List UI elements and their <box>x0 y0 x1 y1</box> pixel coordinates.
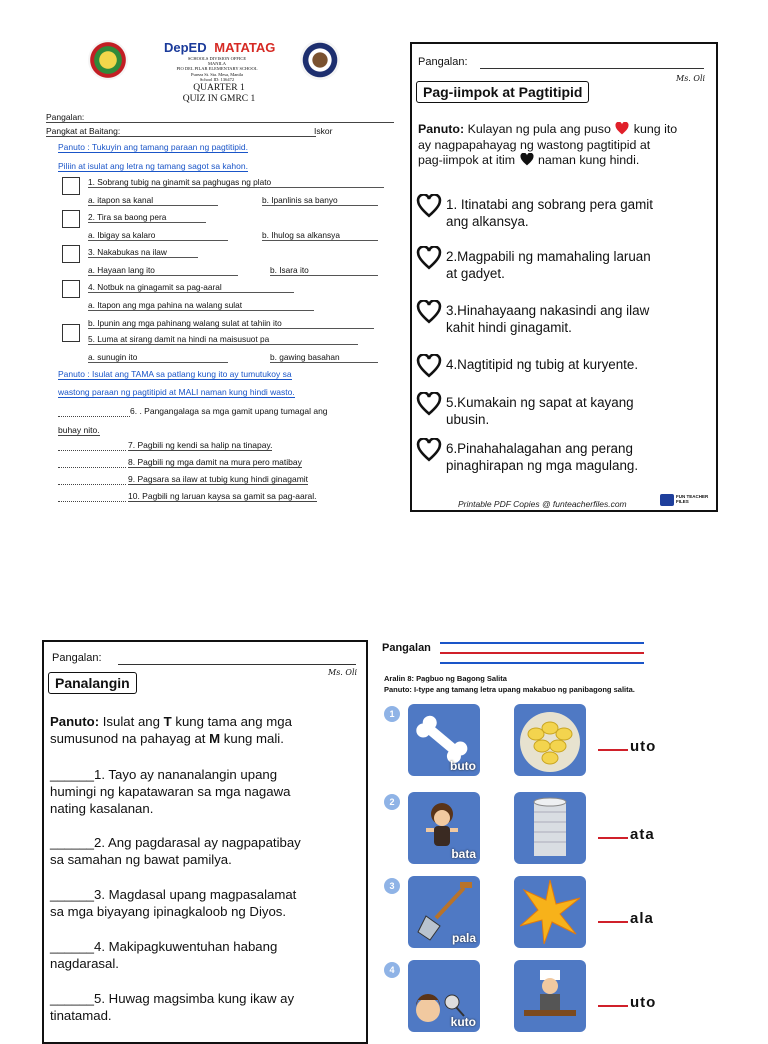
cook-icon <box>514 960 586 1032</box>
statement-line: nagdarasal. <box>50 956 119 971</box>
blank-10[interactable] <box>58 491 126 502</box>
instr-text: kung tama ang mga <box>175 714 292 729</box>
child-icon <box>408 792 480 864</box>
school-line: Pureza St. Sta. Mesa, Manila <box>190 71 244 77</box>
instr-text: kung ito <box>633 122 678 136</box>
instr-m: M <box>209 730 221 746</box>
item-line: 5.Kumakain ng sapat at kayang <box>446 395 634 410</box>
quiz-header <box>44 36 394 116</box>
row-number: 4 <box>384 962 400 978</box>
school-seal-icon <box>300 40 340 80</box>
name-label: Pangalan: <box>52 652 102 664</box>
grade-label: Pangkat at Baitang: <box>46 126 121 136</box>
heart-outline-icon[interactable] <box>416 392 442 416</box>
heart-outline-icon[interactable] <box>416 354 442 378</box>
choice-1a: a. itapon sa kanal <box>88 195 218 206</box>
statement-6: 6. . Pangangalaga sa mga gamit upang tumagal ang <box>130 406 328 416</box>
item-line: 1. Itinatabi ang sobrang pera gamit <box>446 197 653 212</box>
lice-comb-icon <box>408 960 480 1032</box>
name-label: Pangalan: <box>418 56 468 68</box>
answer-box-4[interactable] <box>62 280 80 298</box>
item-line: ang alkansya. <box>446 214 529 229</box>
answer-field[interactable] <box>598 910 654 927</box>
name-line[interactable] <box>118 664 356 665</box>
name-line-blue <box>440 642 644 644</box>
item-line: 3.Hinahayaang nakasindi ang ilaw <box>446 303 650 318</box>
instr-text: pag-iimpok at itim <box>418 153 516 167</box>
black-heart-icon <box>519 153 535 166</box>
word-label: pala <box>451 931 476 945</box>
tin-can-icon <box>514 792 586 864</box>
heart-outline-icon[interactable] <box>416 300 442 324</box>
funteacher-logo-icon <box>660 494 674 506</box>
heart-item-text <box>446 248 708 282</box>
school-line: SCHOOLS DIVISION OFFICE <box>187 56 247 61</box>
choice-2b: b. Ihulog sa alkansya <box>262 230 378 241</box>
statement-line: ______1. Tayo ay nananalangin upang <box>50 767 278 782</box>
choice-2a: a. Ibigay sa kalaro <box>88 230 228 241</box>
blank-9[interactable] <box>58 474 126 485</box>
gmrc-quiz <box>44 36 394 516</box>
heart-item-text <box>446 196 708 230</box>
instr-text: Kulayan ng pula ang puso <box>467 122 611 136</box>
partial-word: ata <box>630 826 655 843</box>
bone-icon <box>408 704 480 776</box>
red-heart-icon <box>614 122 630 135</box>
instr-text: ay nagpapahayag ng wastong pagtitipid at <box>418 137 651 152</box>
question-2: 2. Tira sa baong pera <box>88 212 206 223</box>
row-number: 1 <box>384 706 400 722</box>
answer-box-3[interactable] <box>62 245 80 263</box>
worksheet-title: Pag-iimpok at Pagtitipid <box>416 81 589 103</box>
instr-text: naman kung hindi. <box>538 153 640 167</box>
choice-3a: a. Hayaan lang ito <box>88 265 238 276</box>
score-label: Iskor <box>314 126 333 136</box>
answer-field[interactable] <box>598 738 656 755</box>
school-line: School ID: 136472 <box>199 76 235 82</box>
statement-line: tinatamad. <box>50 1008 112 1023</box>
choice-5a: a. sunugin ito <box>88 352 228 363</box>
school-lines <box>162 56 272 82</box>
prayer-statement <box>50 766 362 817</box>
choice-4a: a. Itapon ang mga pahina na walang sulat <box>88 300 314 311</box>
deped-logo <box>164 40 275 55</box>
heart-outline-icon[interactable] <box>416 438 442 462</box>
item-line: 6.Pinahahalagahan ang perang <box>446 441 633 456</box>
school-line: MANILA <box>208 61 226 67</box>
item-line: at gadyet. <box>446 266 505 281</box>
name-line-red[interactable] <box>440 652 644 654</box>
prayer-statement <box>50 990 362 1024</box>
heart-item-text <box>446 356 708 373</box>
school-line: PIO DEL PILAR ELEMENTARY SCHOOL <box>176 66 258 72</box>
quarter-label: QUARTER 1 <box>193 83 245 93</box>
worksheet-title: Panalangin <box>48 672 137 694</box>
instr-label: Panuto: <box>418 122 465 136</box>
answer-field[interactable] <box>598 826 655 843</box>
item-line: ubusin. <box>446 412 490 427</box>
heart-item-text <box>446 302 708 336</box>
instr-label: Panuto: <box>50 714 100 729</box>
row-number: 2 <box>384 794 400 810</box>
answer-box-5[interactable] <box>62 324 80 342</box>
answer-blank[interactable] <box>598 921 628 923</box>
deped-text: DepED <box>164 40 207 55</box>
funteacher-logo-text: FUN TEACHER FILES <box>676 494 709 504</box>
footer-text: Printable PDF Copies @ funteacherfiles.com <box>458 499 627 509</box>
word-label: buto <box>450 759 476 773</box>
question-1: 1. Sobrang tubig na ginamit sa paghugas ng plato <box>88 177 384 188</box>
choice-3b: b. Isara ito <box>270 265 378 276</box>
grade-line <box>46 126 316 137</box>
statement-line: nating kasalanan. <box>50 801 154 816</box>
star-icon <box>514 876 586 948</box>
answer-blank[interactable] <box>598 749 628 751</box>
instr-text: kung mali. <box>223 730 284 746</box>
statement-line: sa samahan ng bawat pamilya. <box>50 852 232 867</box>
cheese-balls-icon <box>514 704 586 776</box>
aralin-worksheet <box>378 636 712 1029</box>
item-line: pinaghirapan ng mga magulang. <box>446 458 639 473</box>
word-label: bata <box>451 847 476 861</box>
answer-blank[interactable] <box>598 837 628 839</box>
choice-4b: b. Ipunin ang mga pahinang walang sulat at tahiin ito <box>88 318 374 329</box>
heart-item-text <box>446 440 708 474</box>
statement-line: ______4. Makipagkuwentuhan habang <box>50 939 278 954</box>
answer-field[interactable] <box>598 994 656 1011</box>
instr-text: Isulat ang <box>102 714 160 729</box>
teacher-signature: Ms. Oli <box>328 668 358 677</box>
teacher-signature: Ms. Oli <box>676 74 706 83</box>
answer-box-1[interactable] <box>62 177 80 195</box>
item-line: kahit hindi ginagamit. <box>446 320 572 335</box>
instruction-2b: wastong paraan ng pagtitipid at MALI naman kung hindi wasto. <box>58 387 295 397</box>
word-label: kuto <box>450 1015 476 1029</box>
shovel-icon <box>408 876 480 948</box>
choice-5b: b. gawing basahan <box>270 352 378 363</box>
lesson-title: Aralin 8: Pagbuo ng Bagong Salita <box>384 674 507 683</box>
quiz-title: QUIZ IN GMRC 1 <box>182 94 256 104</box>
instructions <box>418 122 714 169</box>
name-label: Pangalan: <box>46 112 85 122</box>
impok-worksheet <box>410 42 718 512</box>
choice-1b: b. Ipanlinis sa banyo <box>262 195 378 206</box>
question-4: 4. Notbuk na ginagamit sa pag-aaral <box>88 282 294 293</box>
city-seal-icon <box>88 40 128 80</box>
statement-line: ______2. Ang pagdarasal ay nagpapatibay <box>50 835 301 850</box>
prayer-statement <box>50 886 362 920</box>
prayer-statement <box>50 938 362 972</box>
name-label: Pangalan <box>382 642 431 654</box>
heart-item-text <box>446 394 708 428</box>
item-line: 4.Nagtitipid ng tubig at kuryente. <box>446 357 639 372</box>
partial-word: ala <box>630 910 654 927</box>
heart-outline-icon[interactable] <box>416 246 442 270</box>
matatag-text: MATATAG <box>214 40 276 55</box>
statement-line: ______5. Huwag magsimba kung ikaw ay <box>50 991 295 1006</box>
statement-6b: buhay nito. <box>58 425 100 435</box>
name-line-blue <box>440 662 644 664</box>
panalangin-worksheet <box>42 640 368 1044</box>
answer-box-2[interactable] <box>62 210 80 228</box>
name-line <box>46 112 394 123</box>
statement-line: ______3. Magdasal upang magpasalamat <box>50 887 297 902</box>
blank-6[interactable] <box>58 406 130 417</box>
partial-word: uto <box>630 994 657 1011</box>
blank-8[interactable] <box>58 457 126 468</box>
statement-line: humingi ng kapatawaran sa mga nagawa <box>50 784 291 799</box>
heart-outline-icon[interactable] <box>416 194 442 218</box>
blank-7[interactable] <box>58 440 126 451</box>
question-3: 3. Nakabukas na ilaw <box>88 247 198 258</box>
instr-t: T <box>163 714 172 729</box>
item-line: 2.Magpabili ng mamahaling laruan <box>446 249 651 264</box>
instructions: Panuto: I-type ang tamang letra upang makabuo ng panibagong salita. <box>384 685 635 694</box>
answer-blank[interactable] <box>598 1005 628 1007</box>
partial-word: uto <box>630 738 657 755</box>
statement-9: 9. Pagsara sa ilaw at tubig kung hindi ginagamit <box>128 474 309 484</box>
instruction-2a: Panuto : Isulat ang TAMA sa patlang kung ito ay tumutukoy sa <box>58 369 292 379</box>
prayer-statement <box>50 834 362 868</box>
statement-7: 7. Pagbili ng kendi sa halip na tinapay. <box>128 440 273 450</box>
name-line[interactable] <box>480 68 704 69</box>
instr-text: sumusunod na pahayag at <box>50 730 206 746</box>
statement-8: 8. Pagbili ng mga damit na mura pero matibay <box>128 457 302 467</box>
statement-line: sa mga biyayang ipinagkaloob ng Diyos. <box>50 904 287 919</box>
instructions <box>50 714 362 747</box>
instruction-1a: Panuto : Tukuyin ang tamang paraan ng pagtitipid. <box>58 142 248 152</box>
question-5: 5. Luma at sirang damit na hindi na maisusuot pa <box>88 334 358 345</box>
instruction-1b: Piliin at isulat ang letra ng tamang sagot sa kahon. <box>58 161 248 171</box>
row-number: 3 <box>384 878 400 894</box>
statement-10: 10. Pagbili ng laruan kaysa sa gamit sa pag-aaral. <box>128 491 317 501</box>
